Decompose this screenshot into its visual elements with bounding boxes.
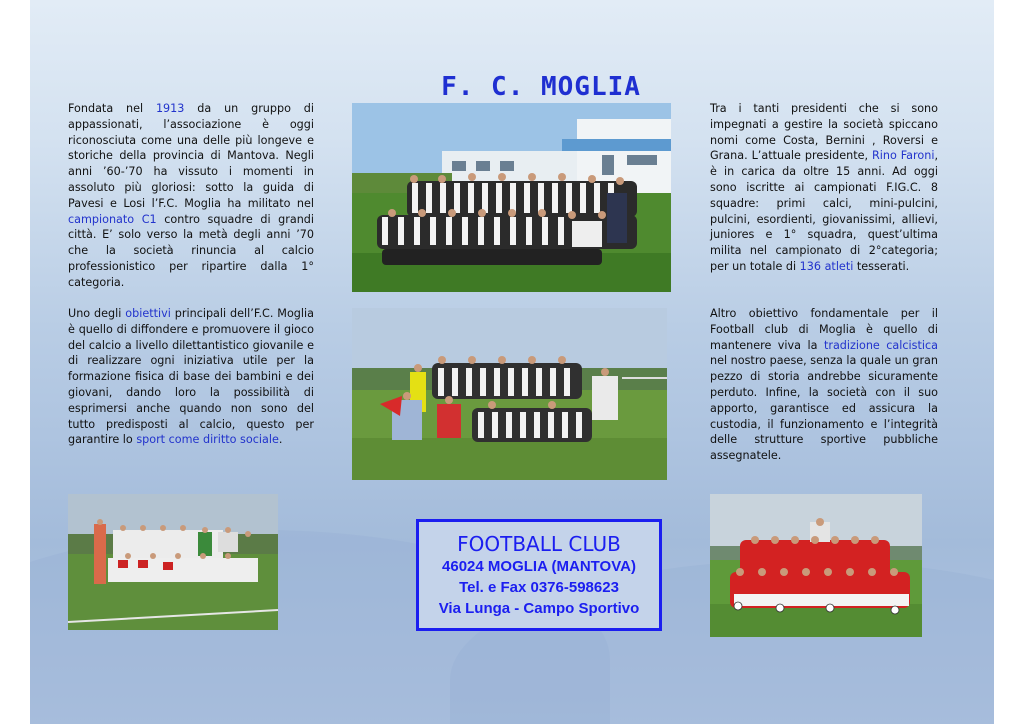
tradition-paragraph: Altro obiettivo fondamentale per il Football club di Moglia è quello di mantenere viva la tradizione calcistica nel nostro paese, senza la quale un gran pezzo di storia andrebbe sicuramente perduto. Infine, la società con il suo apporto, garantisce ed assicura la custodia, il funzionamento e l’integrità delle strutture sportive pubbliche assegnatele. bbox=[710, 307, 938, 463]
history-paragraph: Fondata nel 1913 da un gruppo di appassionati, l’associazione è oggi riconosciuta come una delle più longeve e storiche della provincia di Mantova. Negli anni ’60-’70 ha vissuto i momenti in assoluto più gloriosi: sotto la guida di Pavesi e Losi l’F.C. Moglia ha militato nel campionato C1 contro squadre di grandi città. E’ solo verso la metà degli anni ’70 che la società rinuncia al calcio professionistico per ripartire dalla 1° categoria. bbox=[68, 102, 314, 289]
brochure-page bbox=[30, 0, 994, 724]
club-venue: Via Lunga - Campo Sportivo bbox=[438, 600, 640, 617]
tradition-link: tradizione calcistica bbox=[823, 338, 938, 352]
league-link: campionato C1 bbox=[68, 212, 157, 226]
social-sport-link: sport come diritto sociale bbox=[136, 433, 279, 447]
first-team-photo bbox=[352, 103, 671, 292]
kids-team-photo bbox=[68, 494, 278, 630]
president-name: Rino Faroni bbox=[872, 149, 935, 163]
founding-year: 1913 bbox=[155, 102, 185, 115]
youth-team-photo bbox=[352, 308, 667, 480]
objectives-paragraph: Uno degli obiettivi principali dell’F.C. Moglia è quello di diffondere e promuovere il gioco del calcio a livello dilettantistico giovanile e di realizzare ogni iniziativa utile per la formazione fisica di base dei bambini e dei giovani, dando loro la possibilità di esprimersi anche quando non sono del tutto predisposti al calcio, questo per garantire lo sport come diritto sociale. bbox=[68, 307, 314, 447]
athletes-count: 136 atleti bbox=[799, 259, 854, 273]
club-address: 46024 MOGLIA (MANTOVA) bbox=[442, 558, 636, 575]
club-heading: FOOTBALL CLUB bbox=[457, 532, 621, 556]
objectives-link: obiettivi bbox=[125, 307, 171, 320]
club-phone: Tel. e Fax 0376-598623 bbox=[459, 579, 619, 596]
contact-box bbox=[416, 519, 662, 631]
red-kids-photo bbox=[710, 494, 922, 637]
page-title: F. C. MOGLIA bbox=[441, 72, 641, 102]
presidents-paragraph: Tra i tanti presidenti che si sono impegnati a gestire la società spiccano nomi come Costa, Bernini , Roversi e Grana. L’attuale presidente, Rino Faroni, è in carica da oltre 15 anni. Ad oggi sono iscritte ai campionati F.IG.C. 8 squadre: primi calci, mini-pulcini, pulcini, esordienti, giovanissimi, allievi, juniores e 1° squadra, quest’ultima milita nel campionato di 2°categoria; per un totale di 136 atleti tesserati. bbox=[710, 102, 938, 273]
